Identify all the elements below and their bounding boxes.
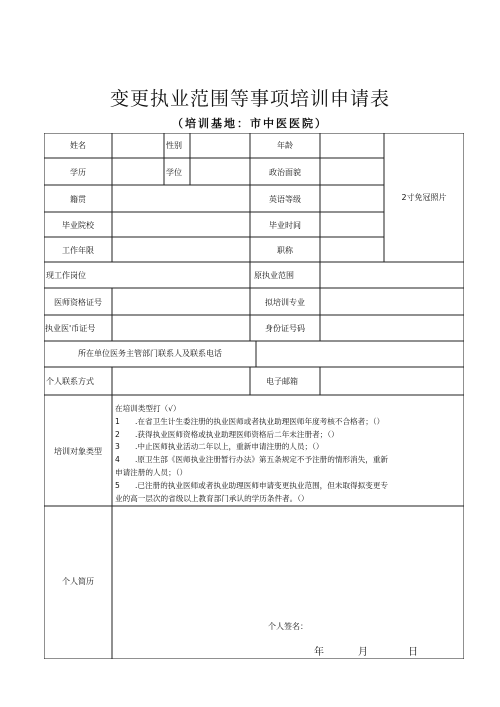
- label-resume: 个人简历: [62, 577, 94, 586]
- label-english-level: 英语等级: [269, 195, 301, 204]
- label-age: 年龄: [277, 141, 293, 150]
- signature-year: 年: [314, 647, 324, 658]
- training-type-option-5: 5 .已注册的执业医师或者执业助理医师申请变更执业范围，但未取得拟变更专: [115, 480, 389, 490]
- label-name: 姓名: [70, 141, 86, 150]
- label-unit-contact-person: 所在单位医务主管部门联系人及联系电话: [78, 349, 222, 358]
- training-type-option-4: 4 .原卫生部《医师执业注册暂行办法》第五条规定不予注册的情形消失，重新: [115, 455, 389, 465]
- training-type-options: [115, 403, 461, 505]
- label-training-major: 拟培训专业: [265, 298, 305, 307]
- label-gender: 性别: [166, 141, 182, 150]
- label-current-post: 现工作岗位: [46, 271, 86, 280]
- signature-day: 日: [408, 647, 418, 658]
- signature-label: 个人签名：: [268, 622, 308, 631]
- label-qualification-cert-no: 医师资格证号: [54, 298, 102, 307]
- label-native-place: 籍贯: [70, 195, 86, 204]
- training-type-option-5-cont: 业的高一层次的省级以上教育部门承认的学历条件者。（）: [115, 493, 309, 503]
- training-type-option-4-cont: 申请注册的人员；（）: [115, 467, 188, 477]
- label-training-type: 培训对象类型: [54, 447, 102, 456]
- label-license-no: 执业医'币证号: [45, 324, 96, 333]
- training-type-option-2: 2 .获得执业医师资格或执业助理医师资格后二年未注册者；（）: [115, 429, 339, 439]
- label-education: 学历: [70, 168, 86, 177]
- label-graduate-school: 毕业院校: [62, 221, 94, 230]
- training-type-option-3: 3 .中止医师执业活动二年以上，重新申请注册的人员；（）: [115, 442, 324, 452]
- training-type-instruction: 在培训类型打（√）: [115, 404, 181, 413]
- photo-placeholder: 2寸免冠照片: [401, 193, 447, 202]
- label-professional-title: 职称: [277, 246, 293, 255]
- form-title: 变更执业范围等事项培训申请表: [109, 88, 390, 110]
- label-id-number: 身份证号码: [265, 324, 305, 333]
- label-graduation-time: 毕业时间: [269, 221, 301, 230]
- application-form-table: [44, 133, 464, 659]
- form-subtitle: （培训基地：市中医医院）: [172, 117, 328, 130]
- label-political-status: 政治面貌: [269, 168, 301, 177]
- label-personal-contact: 个人联系方式: [46, 377, 94, 386]
- label-original-scope: 原执业范围: [254, 271, 294, 280]
- training-type-option-1: 1 .在省卫生计生委注册的执业医师或者执业助理医师年度考核不合格者；（）: [115, 416, 385, 426]
- label-degree: 学位: [166, 168, 182, 177]
- label-work-years: 工作年限: [62, 246, 94, 255]
- signature-month: 月: [358, 647, 368, 658]
- label-email: 电子邮箱: [266, 377, 298, 386]
